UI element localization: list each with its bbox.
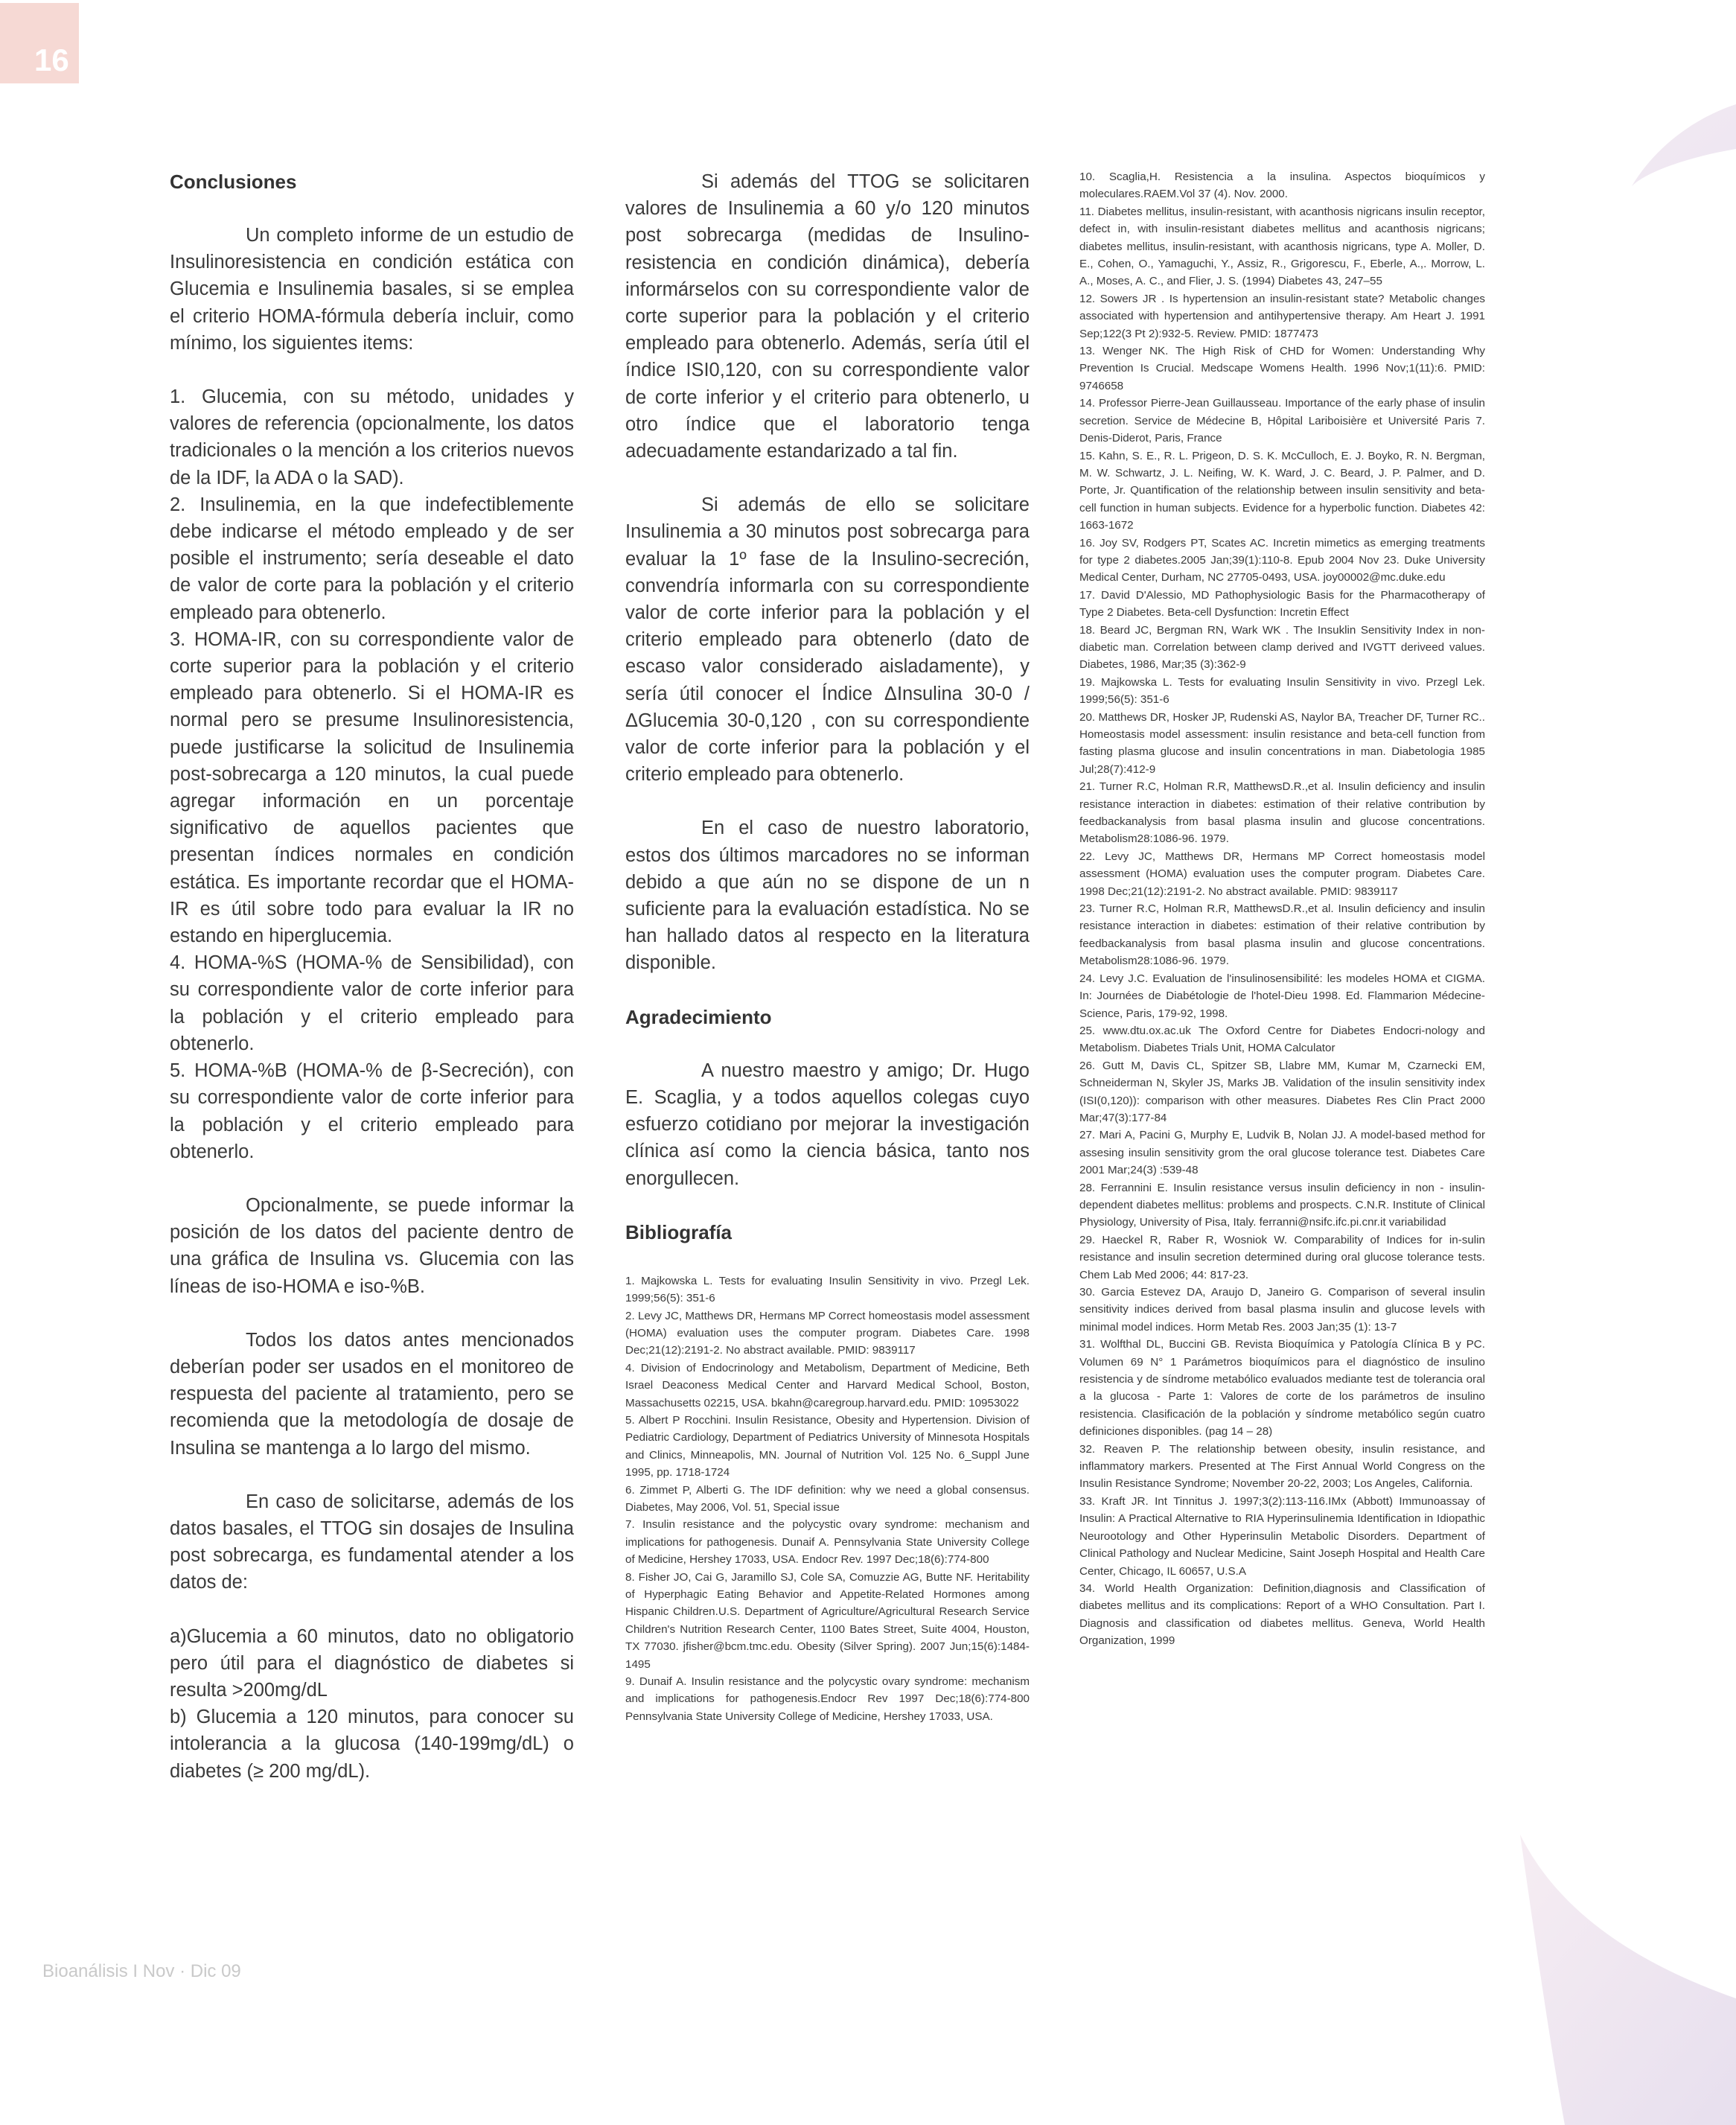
reference-item: 22. Levy JC, Matthews DR, Hermans MP Correct homeostasis model assessment (HOMA) evaluation uses the computer program. Diabetes Care. 1998 Dec;21(12):2191-2. No abstract available. PMID: 9839117 bbox=[1079, 850, 1485, 898]
conclusions-item-3: 3. HOMA-IR, con su correspondiente valor de corte superior para la población y el criterio empleado para obtenerlo. Si el HOMA-IR es normal pero se presume Insulinoresistencia, puede justificarse la solicitud de Insulinemia post-sobrecarga a 120 minutos, la cual puede agregar información en un porcentaje significativo de aquellos pacientes que presentan índices normales en condición estática. Es importante recordar que el HOMA-IR es útil sobre todo para evaluar la IR no estando en hiperglucemia. bbox=[170, 628, 574, 947]
acknowledgements-text: A nuestro maestro y amigo; Dr. Hugo E. Scaglia, y a todos aquellos colegas cuyo esfuerzo cotidiano por mejorar la investigación clínica así como la ciencia básica, tanto nos enorgullecen. bbox=[625, 1060, 1030, 1189]
reference-item: 19. Majkowska L. Tests for evaluating Insulin Sensitivity in vivo. Przegl Lek. 1999;56(5): 351-6 bbox=[1079, 675, 1485, 707]
reference-item: 20. Matthews DR, Hosker JP, Rudenski AS, Naylor BA, Treacher DF, Turner RC.. Homeostasis model assessment: insulin resistance and beta-cell function from fasting plasma glucose and insulin concentrations in man. Diabetologia 1985 Jul;28(7):412-9 bbox=[1079, 710, 1485, 776]
reference-item: 30. Garcia Estevez DA, Araujo D, Janeiro G. Comparison of several insulin sensitivity indices derived from basal plasma insulin and glucose levels with minimal model indices. Horm Metab Res. 2003 Jan;35 (1): 13-7 bbox=[1079, 1286, 1485, 1334]
reference-item: 6. Zimmet P, Alberti G. The IDF definition: why we need a global consensus. Diabetes, May 2006, Vol. 51, Special issue bbox=[625, 1483, 1030, 1514]
reference-item: 12. Sowers JR . Is hypertension an insulin-resistant state? Metabolic changes associated with hypertension and antihypertensive therapy. Am Heart J. 1991 Sep;122(3 Pt 2):932-5. Review. PMID: 1877473 bbox=[1079, 292, 1485, 340]
reference-item: 14. Professor Pierre-Jean Guillausseau. Importance of the early phase of insulin secretion. Service de Médecine B, Hôpital Lariboisière et Université Paris 7. Denis-Diderot, Paris, France bbox=[1079, 397, 1485, 445]
decorative-swoosh-bottom bbox=[1520, 1835, 1736, 2125]
bibliography-list-part-1 bbox=[625, 1272, 1030, 1726]
conclusions-item-4: 4. HOMA-%S (HOMA-% de Sensibilidad), con su correspondiente valor de corte inferior para la población y el criterio empleado para obtenerlo. bbox=[170, 952, 574, 1054]
page-number: 16 bbox=[34, 42, 69, 77]
paragraph-monitoring: Todos los datos antes mencionados deberían poder ser usados en el monitoreo de respuesta del paciente al tratamiento, pero se recomienda que la metodología de dosaje de Insulina se mantenga a lo largo del mismo. bbox=[170, 1329, 574, 1459]
reference-item: 13. Wenger NK. The High Risk of CHD for Women: Understanding Why Prevention Is Crucial. Medscape Womens Health. 1996 Nov;1(11):6. PMID: 9746658 bbox=[1079, 345, 1485, 392]
reference-item: 31. Wolfthal DL, Buccini GB. Revista Bioquímica y Patología Clínica B y PC. Volumen 69 N° 1 Parámetros bioquímicos para el diagnóstico de insulino resistencia y de síndrome metabólico evaluados mediante test de tolerancia oral a la glucosa - Parte 1: Valores de corte de los parámetros de insulino resistencia. Clasificación de la población y síndrome metabólico según cuatro definiciones disponibles. (pag 14 – 28) bbox=[1079, 1338, 1485, 1439]
reference-item: 2. Levy JC, Matthews DR, Hermans MP Correct homeostasis model assessment (HOMA) evaluation uses the computer program. Diabetes Care. 1998 Dec;21(12):2191-2. No abstract available. PMID: 9839117 bbox=[625, 1309, 1030, 1357]
conclusions-item-1: 1. Glucemia, con su método, unidades y valores de referencia (opcionalmente, los datos tradicionales o la mención a los criterios nuevos de la IDF, la ADA o la SAD). bbox=[170, 386, 574, 488]
reference-item: 15. Kahn, S. E., R. L. Prigeon, D. S. K. McCulloch, E. J. Boyko, R. N. Bergman, M. W. Schwartz, J. L. Neifing, W. K. Ward, J. C. Beard, J. P. Palmer, and D. Porte, Jr. Quantification of the relationship between insulin sensitivity and beta-cell function in human subjects. Evidence for a hyperbolic function. Diabetes 42: 1663-1672 bbox=[1079, 449, 1485, 532]
bibliography-heading: Bibliografía bbox=[625, 1220, 733, 1243]
paragraph-ttog: En caso de solicitarse, además de los datos basales, el TTOG sin dosajes de Insulina post sobrecarga, es fundamental atender a los datos de: bbox=[170, 1491, 574, 1593]
list-item-a: a)Glucemia a 60 minutos, dato no obligatorio pero útil para el diagnóstico de diabetes si resulta >200mg/dL bbox=[170, 1625, 574, 1701]
reference-item: 32. Reaven P. The relationship between obesity, insulin resistance, and inflammatory markers. Presented at The First Annual World Congress on the Insulin Resistance Syndrome; November 20-22, 2003; Los Angeles, California. bbox=[1079, 1442, 1485, 1491]
reference-item: 5. Albert P Rocchini. Insulin Resistance, Obesity and Hypertension. Division of Pediatric Cardiology, Department of Pediatrics University of Minnesota Hospitals and Clinics, Minneapolis, MN. Journal of Nutrition Vol. 125 No. 6_Suppl June 1995, pp. 1718-1724 bbox=[625, 1413, 1030, 1479]
reference-item: 25. www.dtu.ox.ac.uk The Oxford Centre for Diabetes Endocri-nology and Metabolism. Diabetes Trials Unit, HOMA Calculator bbox=[1079, 1024, 1485, 1055]
reference-item: 10. Scaglia,H. Resistencia a la insulina. Aspectos bioquímicos y moleculares.RAEM.Vol 37 (4). Nov. 2000. bbox=[1079, 171, 1485, 201]
conclusions-item-5: 5. HOMA-%B (HOMA-% de β-Secreción), con su correspondiente valor de corte inferior para la población y el criterio empleado para obtenerlo. bbox=[170, 1060, 574, 1162]
reference-item: 27. Mari A, Pacini G, Murphy E, Ludvik B, Nolan JJ. A model-based method for assesing insulin sensitivity grom the oral glucose tolerance test. Diabetes Care 2001 Mar;24(3) :539-48 bbox=[1079, 1129, 1485, 1177]
list-item-b: b) Glucemia a 120 minutos, para conocer su intolerancia a la glucosa (140-199mg/dL) o diabetes (≥ 200 mg/dL). bbox=[170, 1707, 574, 1782]
reference-item: 33. Kraft JR. Int Tinnitus J. 1997;3(2):113-116.IMx (Abbott) Immunoassay of Insulin: A Practical Alternative to RIA Hyperinsulinemia Identification in Idiopathic Neurootology and Other Hyperinsulin Metabolic Disorders. Department of Clinical Pathology and Nuclear Medicine, Saint Joseph Hospital and Health Care Center, Chicago, IL 60657, U.S.A bbox=[1079, 1494, 1485, 1578]
reference-item: 11. Diabetes mellitus, insulin-resistant, with acanthosis nigricans insulin receptor, defect in, with insulin-resistant diabetes mellitus and acanthosis nigricans; diabetes mellitus, insulin-resistant, with acanthosis nigricans, type A. Moller, D. E., Cohen, O., Yamaguchi, Y., Assiz, R., Grigorescu, F., Eberle, A.,. Morrow, L. A., Moses, A. C., and Flier, J. S. (1994) Diabetes 43, 247–55 bbox=[1079, 205, 1485, 288]
column-references bbox=[1079, 168, 1485, 1650]
conclusions-intro: Un completo informe de un estudio de Insulinoresistencia en condición estática con Glucemia e Insulinemia basales, si se emplea el criterio HOMA-fórmula debería incluir, como mínimo, los siguientes items: bbox=[170, 225, 574, 354]
column-middle bbox=[625, 168, 1030, 1725]
conclusions-heading: Conclusiones bbox=[170, 171, 297, 193]
reference-item: 9. Dunaif A. Insulin resistance and the polycystic ovary syndrome: mechanism and implications for pathogenesis.Endocr Rev 1997 Dec;18(6):774-800 Pennsylvania State University College of Medicine, Hershey 17033, USA. bbox=[625, 1675, 1030, 1723]
reference-item: 28. Ferrannini E. Insulin resistance versus insulin deficiency in non - insulin-dependent diabetes mellitus: problems and prospects. C.N.R. Institute of Clinical Physiology, University of Pisa, Italy. ferranni@nsifc.ifc.pi.cnr.it variabilidad bbox=[1079, 1181, 1485, 1229]
reference-item: 7. Insulin resistance and the polycystic ovary syndrome: mechanism and implications for pathogenesis. Dunaif A. Pennsylvania State University College of Medicine, Hershey 17033, USA. Endocr Rev. 1997 Dec;18(6):774-800 bbox=[625, 1518, 1030, 1567]
reference-item: 16. Joy SV, Rodgers PT, Scates AC. Incretin mimetics as emerging treatments for type 2 diabetes.2005 Jan;39(1):110-8. Epub 2004 Nov 23. Duke University Medical Center, Durham, NC 27705-0493, USA. joy00002@mc.duke.edu bbox=[1079, 536, 1485, 584]
reference-item: 18. Beard JC, Bergman RN, Wark WK . The Insuklin Sensitivity Index in non-diabetic man. Correlation between clamp derived and IVGTT deriveed values. Diabetes, 1986, Mar;35 (3):362-9 bbox=[1079, 623, 1485, 672]
footer-journal-issue: Bioanálisis I Nov · Dic 09 bbox=[42, 1961, 241, 1981]
column-conclusions bbox=[170, 168, 574, 1785]
paragraph-insulinemia-30: Si además de ello se solicitare Insulinemia a 30 minutos post sobrecarga para evaluar la 1º fase de la Insulino-secreción, convendría informarla con su correspondiente valor de corte inferior para la población y el criterio empleado para obtenerlo (dato de escaso valor considerado aisladamente), y sería útil conocer el Índice ΔInsulina 30-0 / ΔGlucemia 30-0,120 , con su correspondiente valor de corte inferior para la población y el criterio empleado para obtenerlo. bbox=[625, 494, 1030, 786]
reference-item: 23. Turner R.C, Holman R.R, MatthewsD.R.,et al. Insulin deficiency and insulin resistance interaction in diabetes: estimation of their relative contribution by feedbackanalysis from basal plasma insulin and glucose concentrations. Metabolism28:1086-96. 1979. bbox=[1079, 902, 1485, 968]
reference-item: 4. Division of Endocrinology and Metabolism, Department of Medicine, Beth Israel Deaconess Medical Center and Harvard Medical School, Boston, Massachusetts 02215, USA. bkahn@caregroup.harvard.edu. PMID: 10953022 bbox=[625, 1361, 1030, 1409]
reference-item: 21. Turner R.C, Holman R.R, MatthewsD.R.,et al. Insulin deficiency and insulin resistance interaction in diabetes: estimation of their relative contribution by feedbackanalysis from basal plasma insulin and glucose concentrations. Metabolism28:1086-96. 1979. bbox=[1079, 780, 1485, 846]
conclusions-item-2: 2. Insulinemia, en la que indefectiblemente debe indicarse el método empleado y de ser posible el instrumento; sería deseable el dato de valor de corte para la población y el criterio empleado para obtenerlo. bbox=[170, 494, 574, 623]
paragraph-insulinemia-60-120: Si además del TTOG se solicitaren valores de Insulinemia a 60 y/o 120 minutos post sobrecarga (medidas de Insulino-resistencia en condición dinámica), debería informárselos con su correspondiente valor de corte superior para la población y el criterio empleado para obtenerlo. Además, sería útil el índice ISI0,120, con su correspondiente valor de corte inferior y el criterio para obtenerlo, u otro índice que el laboratorio tenga adecuadamente estandarizado a tal fin. bbox=[625, 171, 1030, 462]
reference-item: 1. Majkowska L. Tests for evaluating Insulin Sensitivity in vivo. Przegl Lek. 1999;56(5): 351-6 bbox=[625, 1274, 1030, 1305]
reference-item: 24. Levy J.C. Evaluation de l'insulinosensibilité: les modeles HOMA et CIGMA. In: Journées de Diabétologie de l'hotel-Dieu 1998. Ed. Flammarion Médecine-Science, Paris, 179-92, 1998. bbox=[1079, 972, 1485, 1020]
reference-item: 26. Gutt M, Davis CL, Spitzer SB, Llabre MM, Kumar M, Czarnecki EM, Schneiderman N, Skyler JS, Marks JB. Validation of the insulin sensitivity index (ISI(0,120)): comparison with other measures. Diabetes Res Clin Pract 2000 Mar;47(3):177-84 bbox=[1079, 1059, 1485, 1124]
reference-item: 17. David D'Alessio, MD Pathophysiologic Basis for the Pharmacotherapy of Type 2 Diabetes. Beta-cell Dysfunction: Incretin Effect bbox=[1079, 588, 1485, 619]
paragraph-optional-graph: Opcionalmente, se puede informar la posición de los datos del paciente dentro de una gráfica de Insulina vs. Glucemia con las líneas de iso-HOMA e iso-%B. bbox=[170, 1194, 574, 1297]
acknowledgements-heading: Agradecimiento bbox=[625, 1005, 772, 1028]
decorative-swoosh-top bbox=[1602, 104, 1736, 283]
paragraph-laboratory: En el caso de nuestro laboratorio, estos dos últimos marcadores no se informan debido a que aún no se dispone de un n suficiente para la evaluación estadística. No se han hallado datos al respecto en la literatura disponible. bbox=[625, 818, 1030, 974]
reference-item: 8. Fisher JO, Cai G, Jaramillo SJ, Cole SA, Comuzzie AG, Butte NF. Heritability of Hyperphagic Eating Behavior and Appetite-Related Hormones among Hispanic Children.U.S. Department of Agriculture/Agricultural Research Service Children's Nutrition Research Center, 1100 Bates Street, Suite 4004, Houston, TX 77030. jfisher@bcm.tmc.edu. Obesity (Silver Spring). 2007 Jun;15(6):1484-1495 bbox=[625, 1570, 1030, 1671]
bibliography-list-part-2 bbox=[1079, 168, 1485, 1650]
reference-item: 29. Haeckel R, Raber R, Wosniok W. Comparability of Indices for in-sulin resistance and insulin secretion determined during oral glucose tolerance tests. Chem Lab Med 2006; 44: 817-23. bbox=[1079, 1233, 1485, 1281]
reference-item: 34. World Health Organization: Definition,diagnosis and Classification of diabetes mellitus and its complications: Report of a WHO Consultation. Part I. Diagnosis and classification od diabetes mellitus. Geneva, World Health Organization, 1999 bbox=[1079, 1581, 1485, 1648]
